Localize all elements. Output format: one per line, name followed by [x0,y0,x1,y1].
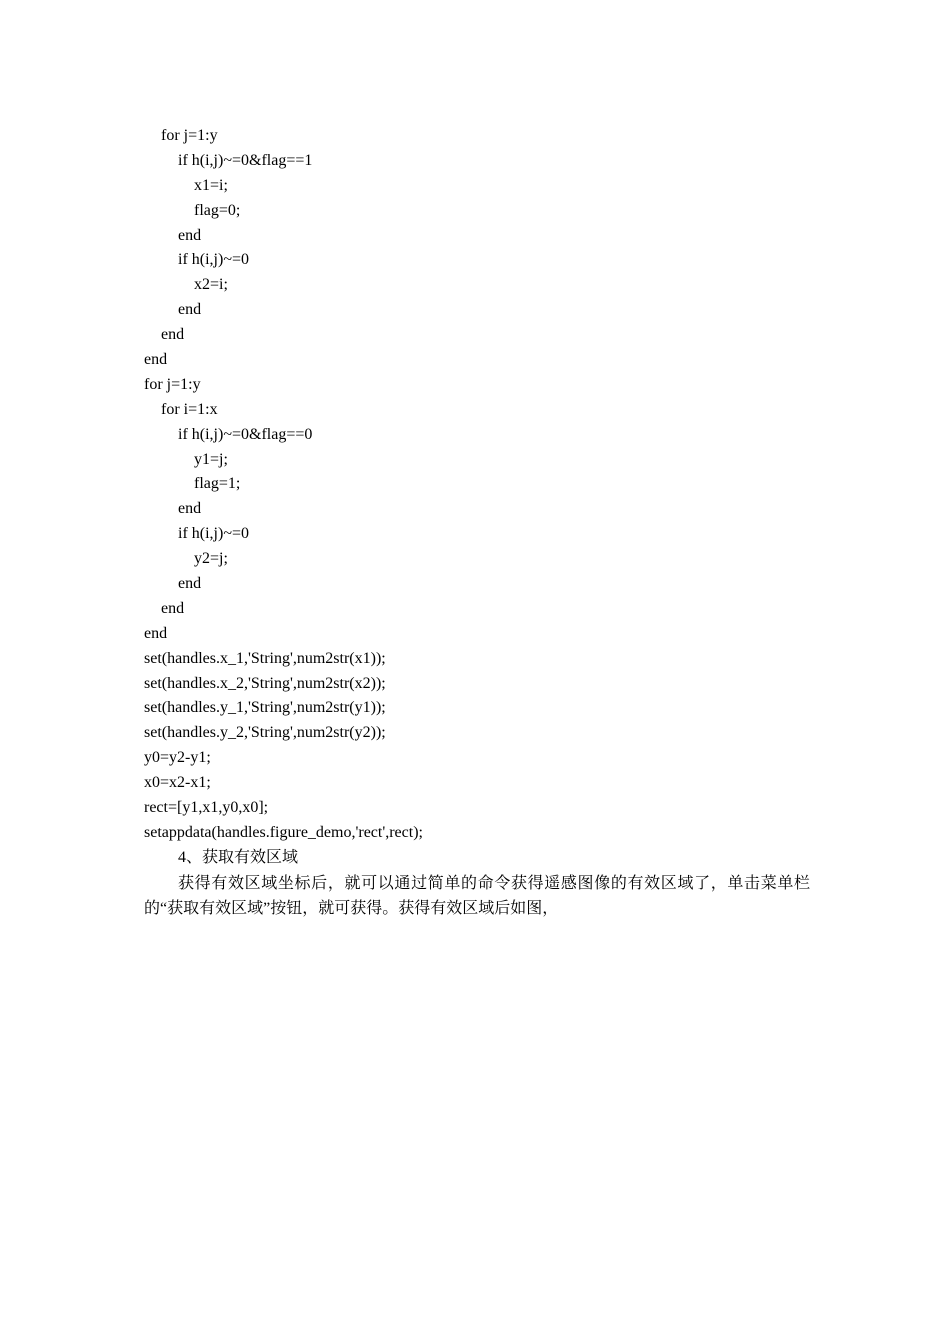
code-line: setappdata(handles.figure_demo,'rect',rect); [144,823,423,841]
section-heading: 4、获取有效区域 [178,849,299,866]
code-line: for j=1:y [161,127,218,144]
code-line: end [178,500,202,518]
code-line: end [161,599,185,617]
code-line: end [144,624,168,642]
code-line: end [178,301,202,319]
code-line: end [144,351,168,369]
code-line: end [178,575,202,593]
code-line: if h(i,j)~=0 [178,525,249,543]
code-line: flag=1; [194,475,241,493]
code-line: end [178,226,202,244]
code-line: y2=j; [194,550,228,568]
code-line: y1=j; [194,450,228,468]
code-line: x0=x2-x1; [144,774,211,792]
code-line: flag=0; [194,201,241,219]
code-line: set(handles.y_2,'String',num2str(y2)); [144,724,386,742]
code-line: x1=i; [194,176,228,194]
code-line: end [161,326,185,344]
code-line: if h(i,j)~=0&flag==0 [178,425,313,443]
code-line: y0=y2-y1; [144,749,211,767]
code-line: for i=1:x [161,400,218,418]
code-line: for j=1:y [144,375,201,393]
code-line: set(handles.y_1,'String',num2str(y1)); [144,699,386,717]
code-listing [144,124,824,846]
code-line: set(handles.x_2,'String',num2str(x2)); [144,674,386,692]
code-line: if h(i,j)~=0 [178,251,249,269]
code-line: rect=[y1,x1,y0,x0]; [144,799,269,817]
body-paragraph: 获得有效区域坐标后，就可以通过简单的命令获得遥感图像的有效区域了，单击菜单栏的“获取有效区域”按钮，就可获得。获得有效区域后如图， [144,874,810,917]
code-line: set(handles.x_1,'String',num2str(x1)); [144,649,386,667]
section-4 [144,846,810,921]
code-line: x2=i; [194,276,228,294]
code-line: if h(i,j)~=0&flag==1 [178,151,313,169]
